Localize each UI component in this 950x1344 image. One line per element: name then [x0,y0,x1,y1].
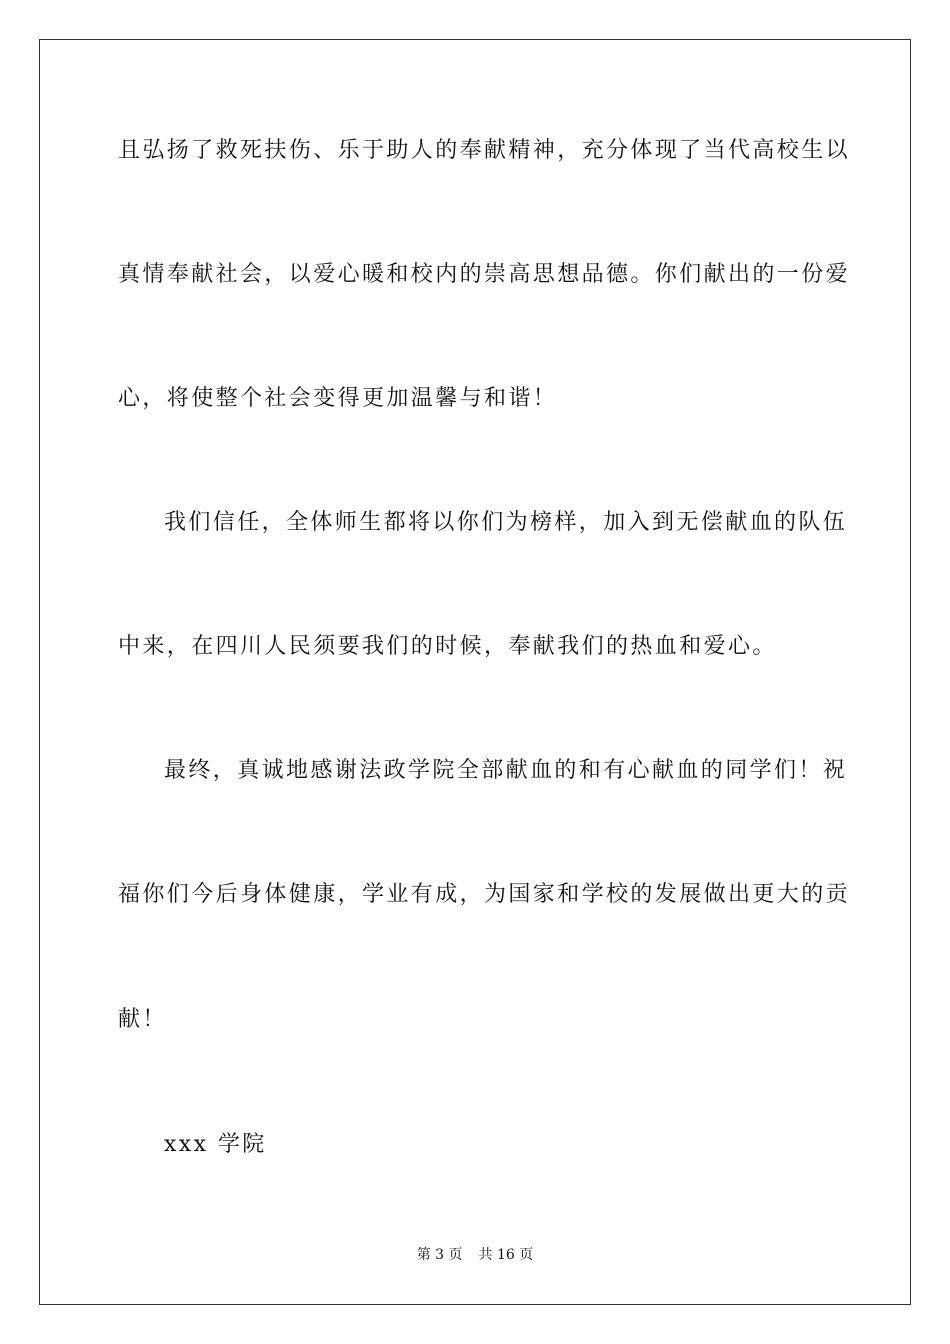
text-line: 真情奉献社会，以爱心暖和校内的崇高思想品德。你们献出的一份爱 [118,262,851,287]
text-line: 我们信任，全体师生都将以你们为榜样，加入到无偿献血的队伍 [164,510,848,535]
signature-line: xxx 学院 [164,1132,267,1157]
text-line: 献！ [118,1007,167,1032]
page-footer [0,1246,950,1264]
text-line: 且弘扬了救死扶伤、乐于助人的奉献精神，充分体现了当代高校生以 [118,138,851,163]
text-line: 最终，真诚地感谢法政学院全部献血的和有心献血的同学们！祝 [164,758,848,783]
text-line: 心，将使整个社会变得更加温馨与和谐！ [118,386,558,411]
page-total: 共 16 页 [478,1247,534,1263]
page-border [39,39,911,1305]
text-line: 福你们今后身体健康，学业有成，为国家和学校的发展做出更大的贡 [118,882,851,907]
page-number: 第 3 页 [416,1247,463,1263]
text-line: 中来，在四川人民须要我们的时候，奉献我们的热血和爱心。 [118,634,777,659]
